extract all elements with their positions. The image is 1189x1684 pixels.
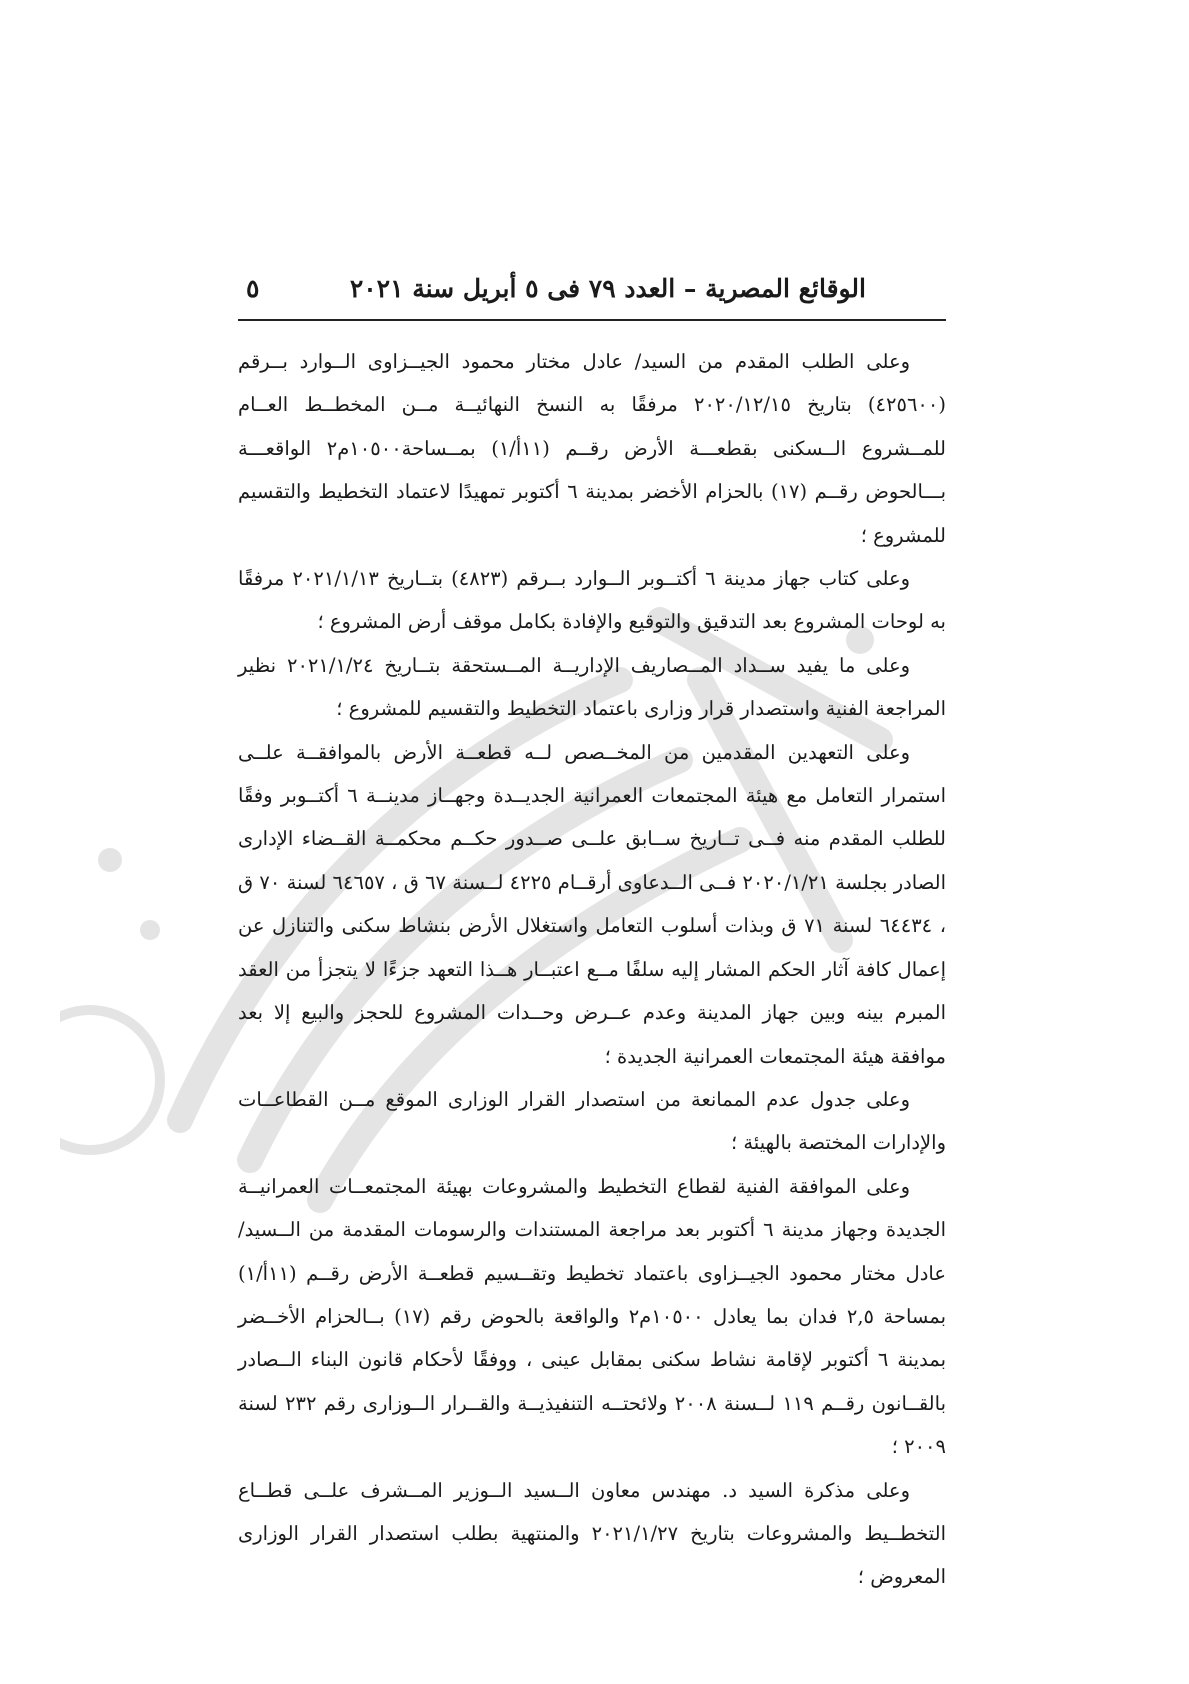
paragraph-memo: وعلى مذكرة السيد د. مهندس معاون الــسيد الــوزير المــشرف علــى قطــاع التخطــيط والمشروعات بتاريخ ٢٠٢١/١/٢٧ والمنتهية بطلب استصدار القرار الوزارى المعروض ؛ <box>238 1478 946 1589</box>
paragraph-undertakings: وعلى التعهدين المقدمين من المخــصص لــه قطعــة الأرض بالموافقــة علــى استمرار التعامل مع هيئة المجتمعات العمرانية الجديــدة وجهــاز مدينــة ٦ أكتــوبر وفقًا للطلب المقدم منه فــى تــاريخ ســابق علــى صــدور حكــم محكمــة القــضاء الإدارى الصادر بجلسة ٢٠٢٠/١/٢١ فــى الــدعاوى أرقــام ٤٢٢٥ لــسنة ٦٧ ق ، ٦٤٦٥٧ لسنة ٧٠ ق ، ٦٤٤٣٤ لسنة ٧١ ق وبذات أسلوب التعامل واستغلال الأرض بنشاط سكنى والتنازل عن إعمال كافة آثار الحكم المشار إليه سلفًا مــع اعتبــار هــذا التعهد جزءًا لا يتجزأ من العقد المبرم بينه وبين جهاز المدينة وعدم عــرض وحــدات المشروع للحجز والبيع إلا بعد موافقة هيئة المجتمعات العمرانية الجديدة ؛ <box>238 740 947 1068</box>
header-divider <box>238 319 946 321</box>
paragraph-fees-paid: وعلى ما يفيد ســداد المــصاريف الإداريــة المــستحقة بتــاريخ ٢٠٢١/١/٢٤ نظير المراجعة الفنية واستصدار قرار وزارى باعتماد التخطيط والتقسيم للمشروع ؛ <box>238 653 946 721</box>
paragraph-technical-approval: وعلى الموافقة الفنية لقطاع التخطيط والمشروعات بهيئة المجتمعــات العمرانيــة الجديدة وجهاز مدينة ٦ أكتوبر بعد مراجعة المستندات والرسومات المقدمة من الــسيد/ عادل مختار محمود الجيــزاوى باعتماد تخطيط وتقــسيم قطعــة الأرض رقــم (١١أ/١) بمساحة ٢,٥ فدان بما يعادل ١٠٥٠٠م٢ والواقعة بالحوض رقم (١٧) بــالحزام الأخــضر بمدينة ٦ أكتوبر لإقامة نشاط سكنى بمقابل عينى ، ووفقًا لأحكام قانون البناء الــصادر بالقــانون رقــم ١١٩ لــسنة ٢٠٠٨ ولائحتــه التنفيذيــة والقــرار الــوزارى رقم ٢٣٢ لسنة ٢٠٠٩ ؛ <box>238 1174 946 1459</box>
document-body <box>238 340 946 1599</box>
gazette-title: الوقائع المصرية – العدد ٧٩ فى ٥ أبريل سنة ٢٠٢١ <box>349 274 866 303</box>
paragraph-no-objection: وعلى جدول عدم الممانعة من استصدار القرار الوزارى الموقع مــن القطاعــات والإدارات المختصة بالهيئة ؛ <box>238 1087 946 1155</box>
page-header <box>238 274 946 318</box>
paragraph-city-letter: وعلى كتاب جهاز مدينة ٦ أكتــوبر الــوارد بــرقم (٤٨٢٣) بتــاريخ ٢٠٢١/١/١٣ مرفقًا به لوحات المشروع بعد التدقيق والتوقيع والإفادة بكامل موقف أرض المشروع ؛ <box>238 567 946 634</box>
paragraph-request: وعلى الطلب المقدم من السيد/ عادل مختار محمود الجيــزاوى الــوارد بــرقم (٤٢٥٦٠٠) بتاريخ ٢٠٢٠/١٢/١٥ مرفقًا به النسخ النهائيــة مــن المخطــط العــام للمــشروع الــسكنى بقطعـــة الأرض رقــم (١١أ/١) بمــساحة١٠٥٠٠م٢ الواقعـــة بـــالحوض رقــم (١٧) بالحزام الأخضر بمدينة ٦ أكتوبر تمهيدًا لاعتماد التخطيط والتقسيم للمشروع ؛ <box>238 350 947 547</box>
page-number: ٥ <box>246 274 260 303</box>
